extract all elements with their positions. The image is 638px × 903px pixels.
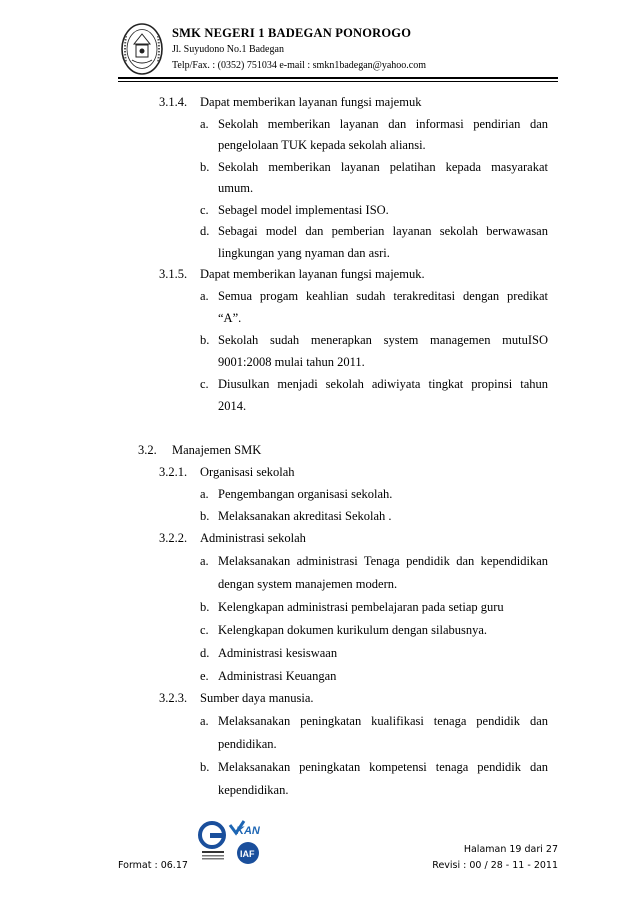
list-marker: b.: [200, 160, 210, 174]
list-item-text: Administrasi Keuangan: [218, 669, 337, 683]
list-marker: d.: [200, 646, 210, 660]
list-item-text: 2014.: [218, 399, 247, 413]
section-number: 3.2.3.: [159, 691, 188, 705]
list-item-text: Melaksanakan administrasi Tenaga pendidik dan kependidikan: [218, 554, 548, 568]
section-title: Dapat memberikan layanan fungsi majemuk.: [200, 267, 425, 281]
list-item-text: Melaksanakan peningkatan kualifikasi tenaga pendidik dan: [218, 714, 548, 728]
revision-info: Revisi : 00 / 28 - 11 - 2011: [432, 860, 558, 871]
list-item-text: Melaksanakan peningkatan kompetensi tenaga pendidik dan: [218, 760, 548, 774]
list-item-text: Diusulkan menjadi sekolah adiwiyata tingkat propinsi tahun: [218, 377, 548, 391]
section-number: 3.2.2.: [159, 531, 188, 545]
list-item-text: umum.: [218, 181, 254, 195]
list-item-text: kependidikan.: [218, 783, 289, 797]
list-item-text: lingkungan yang nyaman dan asri.: [218, 246, 390, 260]
list-item-text: Semua progam keahlian sudah terakreditasi dengan predikat: [218, 289, 548, 303]
list-marker: a.: [200, 554, 209, 568]
list-marker: a.: [200, 289, 209, 303]
list-marker: d.: [200, 224, 210, 238]
list-item-text: Administrasi kesiswaan: [218, 646, 338, 660]
school-contact: Telp/Fax. : (0352) 751034 e-mail : smkn1badegan@yahoo.com: [172, 60, 427, 71]
list-item-text: pendidikan.: [218, 737, 277, 751]
certification-logos-icon: [196, 815, 266, 875]
school-logo-icon: [120, 22, 164, 76]
list-item-text: Sebagai model dan pemberian layanan sekolah berwawasan: [218, 224, 548, 238]
section-number: 3.2.: [138, 443, 157, 457]
page-number: Halaman 19 dari 27: [463, 844, 558, 855]
header-rule: [118, 77, 558, 79]
list-item-text: Sekolah memberikan layanan pelatihan kepada masyarakat: [218, 160, 548, 174]
list-item-text: pengelolaan TUK kepada sekolah aliansi.: [218, 138, 426, 152]
list-marker: a.: [200, 487, 209, 501]
section-title: Administrasi sekolah: [200, 531, 306, 545]
section-number: 3.1.5.: [159, 267, 188, 281]
iaf-logo-text: IAF: [240, 849, 255, 859]
list-marker: c.: [200, 377, 209, 391]
list-item-text: Sekolah memberikan layanan dan informasi pendirian dan: [218, 117, 548, 131]
list-marker: b.: [200, 509, 210, 523]
list-item-text: Melaksanakan akreditasi Sekolah .: [218, 509, 392, 523]
section-number: 3.2.1.: [159, 465, 188, 479]
section-title: Dapat memberikan layanan fungsi majemuk: [200, 95, 422, 109]
kan-logo-text: KAN: [236, 825, 260, 837]
section-title: Sumber daya manusia.: [200, 691, 314, 705]
list-item-text: “A”.: [218, 311, 242, 325]
section-title: Manajemen SMK: [172, 443, 262, 457]
school-name: SMK NEGERI 1 BADEGAN PONOROGO: [172, 26, 412, 40]
list-item-text: Pengembangan organisasi sekolah.: [218, 487, 393, 501]
section-number: 3.1.4.: [159, 95, 188, 109]
list-item-text: 9001:2008 mulai tahun 2011.: [218, 355, 365, 369]
list-marker: b.: [200, 600, 210, 614]
list-item-text: Sekolah sudah menerapkan system managemen mutuISO: [218, 333, 548, 347]
list-marker: e.: [200, 669, 209, 683]
header-rule-thin: [118, 81, 558, 82]
format-code: Format : 06.17: [118, 860, 188, 871]
list-item-text: Kelengkapan administrasi pembelajaran pada setiap guru: [218, 600, 504, 614]
list-item-text: dengan system manajemen modern.: [218, 577, 398, 591]
list-marker: c.: [200, 203, 209, 217]
list-marker: b.: [200, 333, 210, 347]
list-marker: b.: [200, 760, 210, 774]
school-address: Jl. Suyudono No.1 Badegan: [172, 44, 284, 55]
list-marker: a.: [200, 714, 209, 728]
list-item-text: Kelengkapan dokumen kurikulum dengan silabusnya.: [218, 623, 488, 637]
list-marker: c.: [200, 623, 209, 637]
list-marker: a.: [200, 117, 209, 131]
list-item-text: Sebagel model implementasi ISO.: [218, 203, 389, 217]
section-title: Organisasi sekolah: [200, 465, 295, 479]
